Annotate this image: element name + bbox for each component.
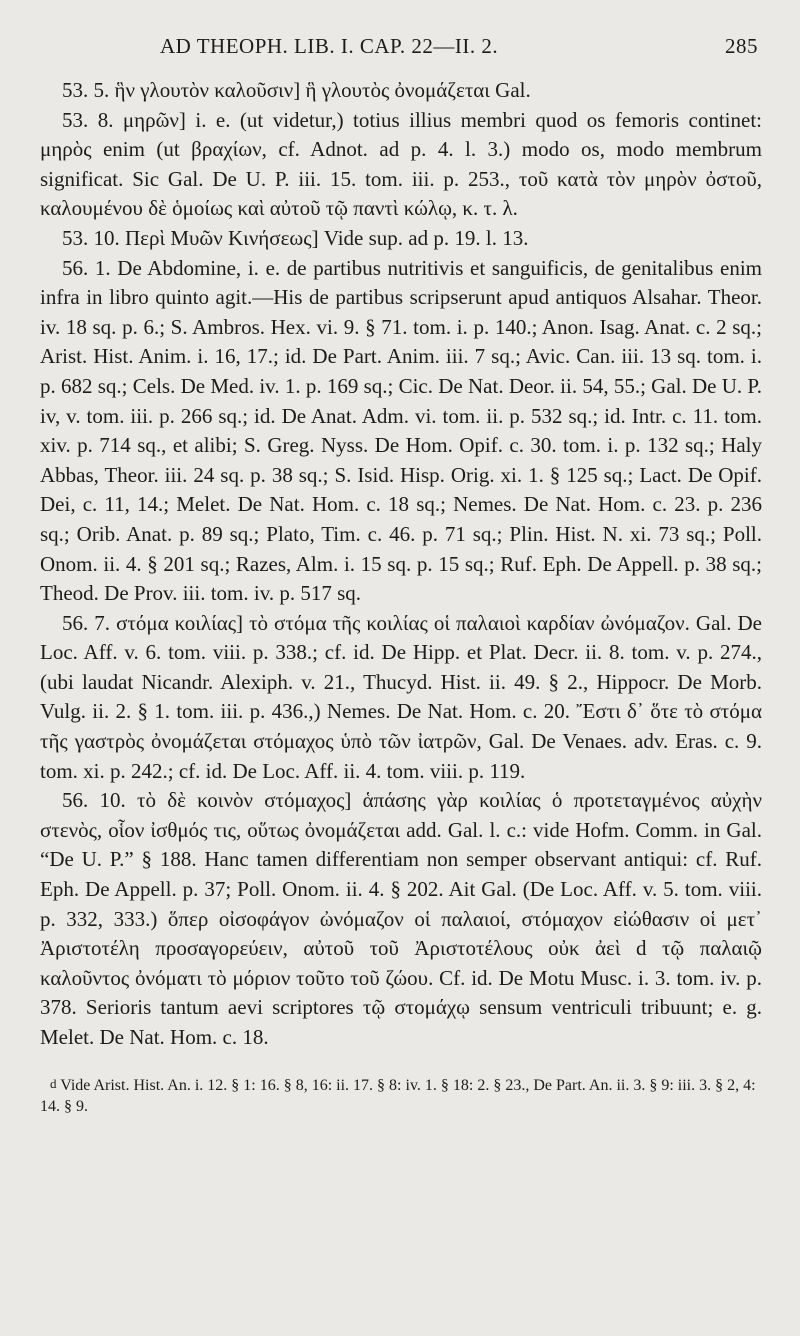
note-53-5: 53. 5. ἣν γλουτὸν καλοῦσιν] ἣ γλουτὸς ὀνομάζεται Gal. bbox=[62, 78, 531, 102]
page-header bbox=[40, 30, 762, 64]
footnote-text: Vide Arist. Hist. An. i. 12. § 1: 16. § 8, 16: ii. 17. § 8: iv. 1. § 18: 2. § 23., De Part. An. ii. 3. § 9: iii. 3. § 2, 4: 14. § 9. bbox=[40, 1076, 756, 1115]
note-53-8: 53. 8. μηρῶν] i. e. (ut videtur,) totius illius membri quod os femoris continet: μηρὸς enim (ut βραχίων, cf. Adnot. ad p. 4. l. 3.) modo os, modo membrum significat. Sic Gal. De U. P. iii. 15. tom. iii. p. 253., τοῦ κατὰ τὸν μηρὸν ὀστοῦ, καλουμένου δὲ ὁμοίως καὶ αὐτοῦ τῷ παντὶ κώλῳ, κ. τ. λ. bbox=[40, 107, 762, 221]
commentary-notes bbox=[40, 76, 762, 1053]
running-title: AD THEOPH. LIB. I. CAP. 22—II. 2. bbox=[160, 34, 499, 58]
note-53-10: 53. 10. Περὶ Μυῶν Κινήσεως] Vide sup. ad p. 19. l. 13. bbox=[62, 225, 529, 250]
note-56-7: 56. 7. στόμα κοιλίας] τὸ στόμα τῆς κοιλίας οἱ παλαιοὶ καρδίαν ὠνόμαζον. Gal. De Loc. Aff. v. 6. tom. viii. p. 338.; cf. id. De Hipp. et Plat. Decr. ii. 8. tom. v. p. 274., (ubi laudat Nicandr. Alexiph. v. 21., Thucyd. Hist. ii. 49. § 2., Hippocr. De Morb. Vulg. ii. 2. § 1. tom. iii. p. 436.,) Nemes. De Nat. Hom. c. 20. Ἔστι δ᾽ ὅτε τὸ στόμα τῆς γαστρὸς ὀνομάζεται στόμαχος ὑπὸ τῶν ἰατρῶν, Gal. De Venaes. adv. Eras. c. 9. tom. xi. p. 242.; cf. id. De Loc. Aff. ii. 4. tom. viii. p. 119. bbox=[40, 610, 762, 783]
footnote-marker: d bbox=[50, 1075, 57, 1091]
note-56-1: 56. 1. De Abdomine, i. e. de partibus nutritivis et sanguificis, de genitalibus enim infra in libro quinto agit.—His de partibus scripserunt apud antiquos Alsahar. Theor. iv. 18 sq. p. 6.; S. Ambros. Hex. vi. 9. § 71. tom. i. p. 140.; Anon. Isag. Anat. c. 2 sq.; Arist. Hist. Anim. i. 16, 17.; id. De Part. Anim. iii. 7 sq.; Avic. Can. iii. 13 sq. tom. i. p. 682 sq.; Cels. De Med. iv. 1. p. 169 sq.; Cic. De Nat. Deor. ii. 54, 55.; Gal. De U. P. iv, v. tom. iii. p. 266 sq.; id. De Anat. Adm. vi. tom. ii. p. 532 sq.; id. Intr. c. 11. tom. xiv. p. 714 sq., et alibi; S. Greg. Nyss. De Hom. Opif. c. 30. tom. i. p. 132 sq.; Haly Abbas, Theor. iii. 24 sq. p. 38 sq.; S. Isid. Hisp. Orig. xi. 1. § 125 sq.; Lact. De Opif. Dei, c. 11, 14.; Melet. De Nat. Hom. c. 18 sq.; Nemes. De Nat. Hom. c. 23. p. 236 sq.; Orib. Anat. p. 89 sq.; Plato, Tim. c. 46. p. 71 sq.; Plin. Hist. N. xi. 73 sq.; Poll. Onom. ii. 4. § 201 sq.; Razes, Alm. i. 15 sq. p. 15 sq.; Ruf. Eph. De Appell. p. 38 sq.; Theod. De Prov. iii. tom. iv. p. 517 sq. bbox=[40, 255, 762, 606]
page-number: 285 bbox=[725, 34, 758, 58]
footnote bbox=[40, 1073, 762, 1117]
note-56-10: 56. 10. τὸ δὲ κοινὸν στόμαχος] ἁπάσης γὰρ κοιλίας ὁ προτεταγμένος αὐχὴν στενὸς, οἷον ἰσθμός τις, οὕτως ὀνομάζεται add. Gal. l. c.: vide Hofm. Comm. in Gal. “De U. P.” § 188. Hanc tamen differentiam non semper observant antiqui: cf. Ruf. Eph. De Appell. p. 37; Poll. Onom. ii. 4. § 202. Ait Gal. (De Loc. Aff. v. 5. tom. viii. p. 332, 333.) ὅπερ οἰσοφάγον ὠνόμαζον οἱ παλαιοί, στόμαχον εἰώθασιν οἱ μετ᾽ Ἀριστοτέλη προσαγορεύειν, αὐτοῦ τοῦ Ἀριστοτέλους οὐκ ἀεὶ d τῷ παλαιῷ καλοῦντος ὀνόματι τὸ μόριον τοῦτο τοῦ ζώου. Cf. id. De Motu Musc. i. 3. tom. iv. p. 378. Serioris tantum aevi scriptores τῷ στομάχῳ sensum ventriculi tribuunt; e. g. Melet. De Nat. Hom. c. 18. bbox=[40, 788, 762, 1049]
